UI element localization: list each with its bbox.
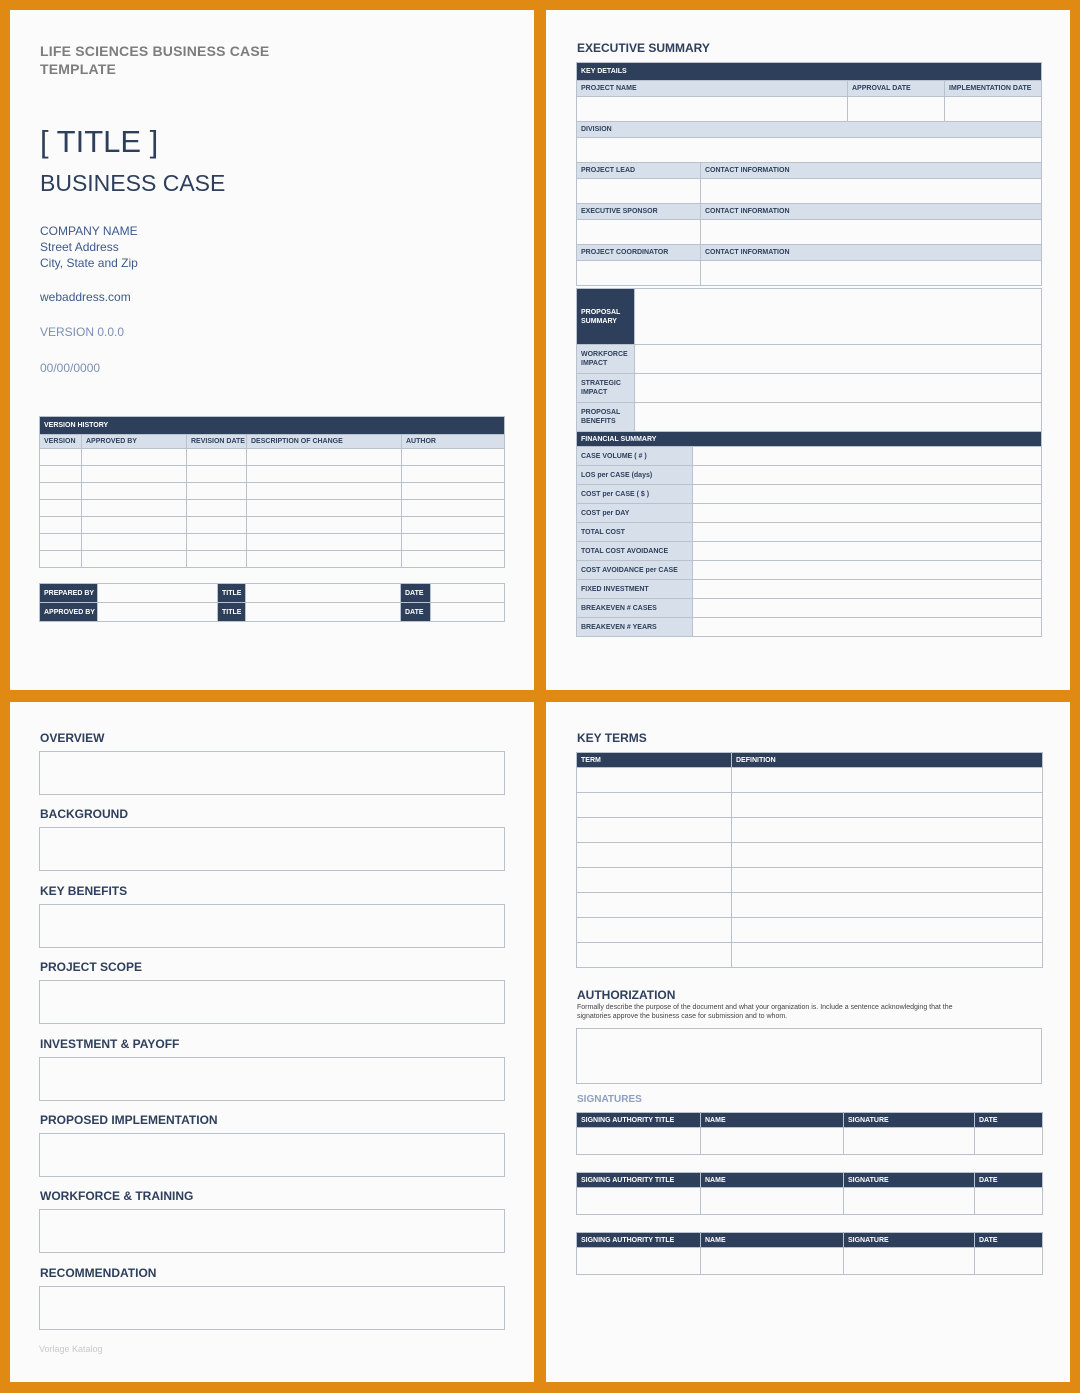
sponsor-contact-label: CONTACT INFORMATION: [701, 204, 1042, 220]
version-history-cell[interactable]: [40, 551, 82, 568]
version-history-cell[interactable]: [82, 483, 187, 500]
version-history-cell[interactable]: [187, 466, 247, 483]
table-row: [577, 485, 1042, 504]
definition-cell[interactable]: [732, 768, 1043, 793]
financial-row-label: BREAKEVEN # YEARS: [577, 618, 693, 637]
signature-table: [576, 1232, 1043, 1275]
version-history-cell[interactable]: [82, 500, 187, 517]
sections-page: [10, 702, 534, 1382]
version-history-cell[interactable]: [82, 517, 187, 534]
signatures-heading: SIGNATURES: [577, 1094, 642, 1105]
version-history-cell[interactable]: [187, 500, 247, 517]
approval-date-field[interactable]: [848, 97, 945, 122]
signature-column-header: SIGNATURE: [844, 1173, 975, 1188]
version-history-column-header: REVISION DATE: [187, 435, 247, 449]
key-terms-page: [546, 702, 1070, 1382]
section-text-box[interactable]: [39, 1209, 505, 1253]
version-history-column-header: AUTHOR: [402, 435, 505, 449]
signature-field[interactable]: [844, 1128, 975, 1155]
signature-column-header: DATE: [975, 1233, 1043, 1248]
version-history-cell[interactable]: [402, 500, 505, 517]
table-row: [40, 466, 505, 483]
table-row: [577, 793, 1043, 818]
signature-field[interactable]: [975, 1248, 1043, 1275]
version-history-cell[interactable]: [247, 551, 402, 568]
signature-field[interactable]: [701, 1248, 844, 1275]
signature-column-header: SIGNATURE: [844, 1233, 975, 1248]
financial-row-label: TOTAL COST: [577, 523, 693, 542]
coordinator-contact-field[interactable]: [701, 261, 1042, 286]
term-cell[interactable]: [577, 893, 732, 918]
version-history-cell[interactable]: [247, 466, 402, 483]
signature-field[interactable]: [577, 1248, 701, 1275]
definition-column-header: DEFINITION: [732, 753, 1043, 768]
financial-row-label: CASE VOLUME ( # ): [577, 447, 693, 466]
table-row: [577, 943, 1043, 968]
authorization-field[interactable]: [576, 1028, 1042, 1084]
section-text-box[interactable]: [39, 751, 505, 795]
table-row: [577, 768, 1043, 793]
approved-date-field[interactable]: [431, 603, 505, 622]
financial-row-field[interactable]: [693, 447, 1042, 466]
table-row: [577, 542, 1042, 561]
key-terms-table: [576, 752, 1043, 968]
table-row: [577, 868, 1043, 893]
table-row: [577, 580, 1042, 599]
key-details-title: KEY DETAILS: [577, 63, 1042, 81]
strategic-impact-label: STRATEGIC IMPACT: [577, 374, 635, 403]
city-state-zip: City, State and Zip: [40, 256, 138, 270]
signature-field[interactable]: [975, 1188, 1043, 1215]
lead-contact-label: CONTACT INFORMATION: [701, 163, 1042, 179]
financial-row-label: COST AVOIDANCE per CASE: [577, 561, 693, 580]
section-text-box[interactable]: [39, 904, 505, 948]
financial-row-field[interactable]: [693, 523, 1042, 542]
term-cell[interactable]: [577, 943, 732, 968]
version-history-cell[interactable]: [247, 500, 402, 517]
workforce-impact-label: WORKFORCE IMPACT: [577, 345, 635, 374]
template-title-line1: LIFE SCIENCES BUSINESS CASE: [40, 43, 270, 59]
signature-column-header: SIGNING AUTHORITY TITLE: [577, 1113, 701, 1128]
financial-row-field[interactable]: [693, 504, 1042, 523]
executive-summary-heading: EXECUTIVE SUMMARY: [577, 41, 710, 55]
watermark: Vorlage Katalog: [39, 1344, 103, 1354]
proposal-summary-field[interactable]: [635, 289, 1042, 345]
proposal-table: [576, 288, 1042, 432]
version-history-cell[interactable]: [40, 500, 82, 517]
financial-row-label: FIXED INVESTMENT: [577, 580, 693, 599]
version-history-title: VERSION HISTORY: [40, 417, 505, 435]
workforce-impact-field[interactable]: [635, 345, 1042, 374]
term-cell[interactable]: [577, 818, 732, 843]
signature-column-header: NAME: [701, 1113, 844, 1128]
term-column-header: TERM: [577, 753, 732, 768]
version-history-column-header: VERSION: [40, 435, 82, 449]
section-text-box[interactable]: [39, 1286, 505, 1330]
version-history-cell[interactable]: [40, 449, 82, 466]
sponsor-contact-field[interactable]: [701, 220, 1042, 245]
version-history-cell[interactable]: [402, 517, 505, 534]
section-text-box[interactable]: [39, 1133, 505, 1177]
prepared-by-field[interactable]: [98, 584, 218, 603]
project-coordinator-label: PROJECT COORDINATOR: [577, 245, 701, 261]
project-lead-label: PROJECT LEAD: [577, 163, 701, 179]
financial-row-field[interactable]: [693, 485, 1042, 504]
proposal-benefits-label: PROPOSAL BENEFITS: [577, 403, 635, 432]
table-row: [40, 449, 505, 466]
section-heading: KEY BENEFITS: [40, 883, 128, 898]
prepared-date-field[interactable]: [431, 584, 505, 603]
approved-by-field[interactable]: [98, 603, 218, 622]
proposal-benefits-field[interactable]: [635, 403, 1042, 432]
signature-column-header: SIGNATURE: [844, 1113, 975, 1128]
version-history-cell[interactable]: [402, 466, 505, 483]
proposal-summary-label: PROPOSAL SUMMARY: [577, 289, 635, 345]
version-history-cell[interactable]: [187, 534, 247, 551]
version-history-cell[interactable]: [187, 551, 247, 568]
financial-row-label: TOTAL COST AVOIDANCE: [577, 542, 693, 561]
table-row: [40, 534, 505, 551]
section-heading: INVESTMENT & PAYOFF: [40, 1036, 180, 1051]
division-label: DIVISION: [577, 122, 1042, 138]
section-heading: BACKGROUND: [40, 807, 128, 822]
version-history-cell[interactable]: [247, 517, 402, 534]
definition-cell[interactable]: [732, 918, 1043, 943]
signature-field[interactable]: [975, 1128, 1043, 1155]
document-subtitle: BUSINESS CASE: [40, 170, 226, 196]
version-history-column-header: DESCRIPTION OF CHANGE: [247, 435, 402, 449]
project-name-field[interactable]: [577, 97, 848, 122]
signature-column-header: SIGNING AUTHORITY TITLE: [577, 1233, 701, 1248]
signature-field[interactable]: [844, 1188, 975, 1215]
version-history-cell[interactable]: [40, 534, 82, 551]
financial-row-label: COST per CASE ( $ ): [577, 485, 693, 504]
table-row: [40, 500, 505, 517]
signature-field[interactable]: [577, 1128, 701, 1155]
signature-column-header: NAME: [701, 1233, 844, 1248]
division-field[interactable]: [577, 138, 1042, 163]
prepared-by-label: PREPARED BY: [40, 584, 98, 603]
approved-by-label: APPROVED BY: [40, 603, 98, 622]
version-history-column-header: APPROVED BY: [82, 435, 187, 449]
table-row: [40, 551, 505, 568]
term-cell[interactable]: [577, 793, 732, 818]
table-row: [577, 893, 1043, 918]
table-row: [577, 447, 1042, 466]
definition-cell[interactable]: [732, 868, 1043, 893]
table-row: [577, 918, 1043, 943]
version-history-cell[interactable]: [187, 483, 247, 500]
financial-row-field[interactable]: [693, 599, 1042, 618]
term-cell[interactable]: [577, 768, 732, 793]
web-address[interactable]: webaddress.com: [40, 290, 131, 304]
signature-field[interactable]: [844, 1248, 975, 1275]
signature-field[interactable]: [701, 1188, 844, 1215]
version-history-cell[interactable]: [187, 517, 247, 534]
version-history-cell[interactable]: [187, 449, 247, 466]
key-terms-heading: KEY TERMS: [577, 731, 647, 745]
approved-date-label: DATE: [401, 603, 431, 622]
version-history-cell[interactable]: [82, 534, 187, 551]
authorization-description-line2: signatories approve the business case for submission and to whom.: [577, 1013, 788, 1020]
version-history-cell[interactable]: [402, 551, 505, 568]
version-history-cell[interactable]: [402, 483, 505, 500]
table-row: [577, 561, 1042, 580]
table-row: [577, 818, 1043, 843]
definition-cell[interactable]: [732, 893, 1043, 918]
term-cell[interactable]: [577, 918, 732, 943]
executive-sponsor-label: EXECUTIVE SPONSOR: [577, 204, 701, 220]
prepared-title-field[interactable]: [246, 584, 401, 603]
version-history-header: [40, 435, 505, 449]
version-history-cell[interactable]: [402, 534, 505, 551]
definition-cell[interactable]: [732, 843, 1043, 868]
financial-row-field[interactable]: [693, 618, 1042, 637]
table-row: [40, 517, 505, 534]
template-title-line2: TEMPLATE: [40, 61, 117, 77]
date-label: 00/00/0000: [40, 361, 101, 375]
section-heading: RECOMMENDATION: [40, 1265, 157, 1280]
signature-column-header: SIGNING AUTHORITY TITLE: [577, 1173, 701, 1188]
street-address: Street Address: [40, 240, 119, 254]
table-row: [577, 599, 1042, 618]
version-history-cell[interactable]: [40, 517, 82, 534]
approved-title-label: TITLE: [218, 603, 246, 622]
prepared-title-label: TITLE: [218, 584, 246, 603]
signature-table: [576, 1172, 1043, 1215]
version-history-cell[interactable]: [402, 449, 505, 466]
strategic-impact-field[interactable]: [635, 374, 1042, 403]
financial-row-field[interactable]: [693, 561, 1042, 580]
term-cell[interactable]: [577, 868, 732, 893]
signoff-table: [39, 583, 505, 622]
section-heading: OVERVIEW: [40, 731, 105, 745]
financial-summary-table: [576, 431, 1042, 637]
table-row: [577, 466, 1042, 485]
table-row: [577, 504, 1042, 523]
signature-column-header: DATE: [975, 1173, 1043, 1188]
section-text-box[interactable]: [39, 827, 505, 871]
implementation-date-label: IMPLEMENTATION DATE: [945, 81, 1042, 97]
financial-row-field[interactable]: [693, 580, 1042, 599]
version-history-table: [39, 416, 505, 568]
term-cell[interactable]: [577, 843, 732, 868]
signature-field[interactable]: [701, 1128, 844, 1155]
implementation-date-field[interactable]: [945, 97, 1042, 122]
table-row: [577, 523, 1042, 542]
version-history-cell[interactable]: [247, 483, 402, 500]
section-heading: PROJECT SCOPE: [40, 960, 143, 975]
signature-field[interactable]: [577, 1188, 701, 1215]
key-details-table: [576, 62, 1042, 286]
version-history-cell[interactable]: [40, 466, 82, 483]
coordinator-contact-label: CONTACT INFORMATION: [701, 245, 1042, 261]
project-name-label: PROJECT NAME: [577, 81, 848, 97]
table-row: [577, 618, 1042, 637]
financial-row-label: COST per DAY: [577, 504, 693, 523]
section-text-box[interactable]: [39, 1057, 505, 1101]
cover-page: [10, 10, 534, 690]
table-row: [577, 843, 1043, 868]
document-title: [ TITLE ]: [40, 124, 159, 159]
signature-table: [576, 1112, 1043, 1155]
prepared-date-label: DATE: [401, 584, 431, 603]
section-text-box[interactable]: [39, 980, 505, 1024]
financial-row-field[interactable]: [693, 542, 1042, 561]
section-heading: WORKFORCE & TRAINING: [40, 1189, 194, 1204]
definition-cell[interactable]: [732, 793, 1043, 818]
table-row: [40, 483, 505, 500]
version-history-cell[interactable]: [247, 449, 402, 466]
version-label: VERSION 0.0.0: [40, 325, 125, 339]
company-name: COMPANY NAME: [40, 224, 138, 238]
version-history-cell[interactable]: [82, 449, 187, 466]
definition-cell[interactable]: [732, 943, 1043, 968]
executive-summary-page: [546, 10, 1070, 690]
approved-title-field[interactable]: [246, 603, 401, 622]
financial-row-field[interactable]: [693, 466, 1042, 485]
financial-row-label: LOS per CASE (days): [577, 466, 693, 485]
version-history-cell[interactable]: [82, 466, 187, 483]
approval-date-label: APPROVAL DATE: [848, 81, 945, 97]
version-history-cell[interactable]: [247, 534, 402, 551]
signature-column-header: DATE: [975, 1113, 1043, 1128]
version-history-cell[interactable]: [40, 483, 82, 500]
lead-contact-field[interactable]: [701, 179, 1042, 204]
financial-summary-title: FINANCIAL SUMMARY: [577, 432, 1042, 447]
version-history-cell[interactable]: [82, 551, 187, 568]
project-lead-field[interactable]: [577, 179, 701, 204]
executive-sponsor-field[interactable]: [577, 220, 701, 245]
project-coordinator-field[interactable]: [577, 261, 701, 286]
section-heading: PROPOSED IMPLEMENTATION: [40, 1113, 218, 1127]
signature-column-header: NAME: [701, 1173, 844, 1188]
financial-row-label: BREAKEVEN # CASES: [577, 599, 693, 618]
definition-cell[interactable]: [732, 818, 1043, 843]
authorization-description-line1: Formally describe the purpose of the document and what your organization is. Include a sentence acknowledging that the: [577, 1004, 953, 1011]
authorization-heading: AUTHORIZATION: [577, 988, 676, 1002]
